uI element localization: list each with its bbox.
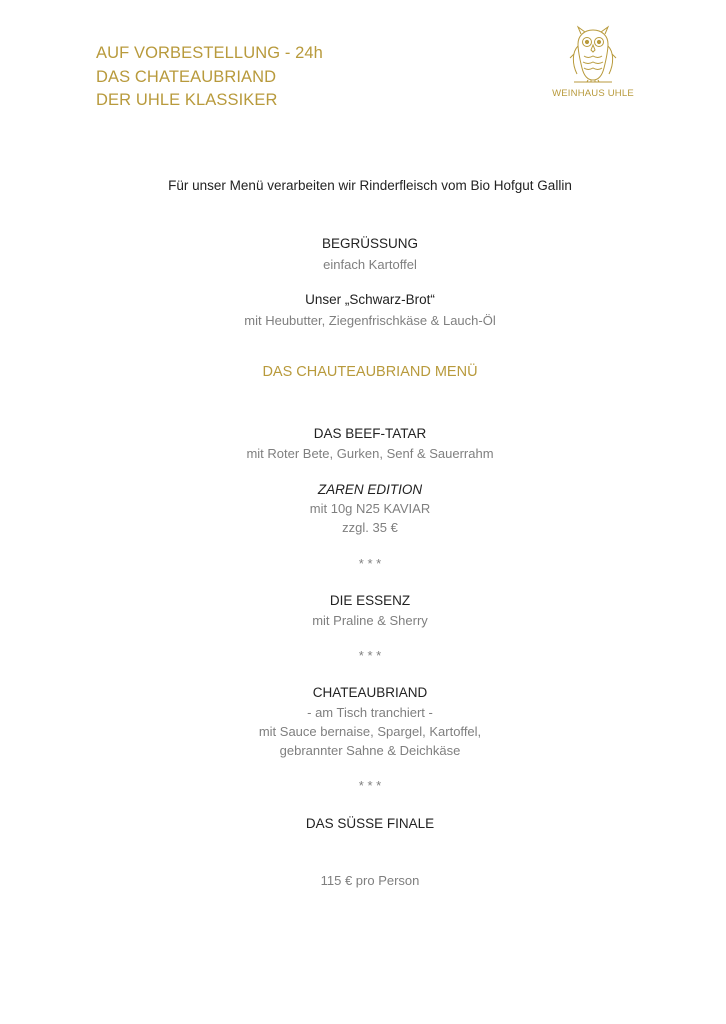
tatar-title: DAS BEEF-TATAR <box>313 426 427 441</box>
greeting-desc: einfach Kartoffel <box>323 257 417 272</box>
bread-title: Unser „Schwarz-Brot“ <box>305 292 435 307</box>
chateaubriand-sides-2: gebrannter Sahne & Deichkäse <box>279 743 461 758</box>
header-block <box>96 42 323 113</box>
separator-2: * * * <box>358 648 382 663</box>
header-line-classic: DER UHLE KLASSIKER <box>96 91 278 109</box>
zaren-surcharge: zzgl. 35 € <box>342 520 398 535</box>
weinhaus-uhle-logo <box>548 24 638 99</box>
chateaubriand-carving: - am Tisch tranchiert - <box>307 705 433 720</box>
bread-desc: mit Heubutter, Ziegenfrischkäse & Lauch-Öl <box>244 313 496 328</box>
separator-1: * * * <box>358 556 382 571</box>
logo-wordmark: WEINHAUS UHLE <box>552 88 634 99</box>
essenz-title: DIE ESSENZ <box>329 593 411 608</box>
owl-icon <box>548 24 638 86</box>
tatar-desc: mit Roter Bete, Gurken, Senf & Sauerrahm <box>246 446 494 461</box>
zaren-caviar: mit 10g N25 KAVIAR <box>309 501 431 516</box>
intro-text: Für unser Menü verarbeiten wir Rinderfleisch vom Bio Hofgut Gallin <box>168 178 572 193</box>
header-line-preorder: AUF VORBESTELLUNG - 24h <box>96 44 323 62</box>
menu-title: DAS CHAUTEAUBRIAND MENÜ <box>262 364 478 380</box>
header-line-chateaubriand: DAS CHATEAUBRIAND <box>96 67 277 86</box>
finale-title: DAS SÜSSE FINALE <box>305 816 435 831</box>
price-per-person: 115 € pro Person <box>320 873 420 888</box>
chateaubriand-sides: mit Sauce bernaise, Spargel, Kartoffel, <box>258 724 482 739</box>
zaren-title: ZAREN EDITION <box>317 482 423 497</box>
greeting-title: BEGRÜSSUNG <box>321 236 419 251</box>
separator-3: * * * <box>358 778 382 793</box>
essenz-desc: mit Praline & Sherry <box>312 613 428 628</box>
chateaubriand-title: CHATEAUBRIAND <box>312 685 428 700</box>
